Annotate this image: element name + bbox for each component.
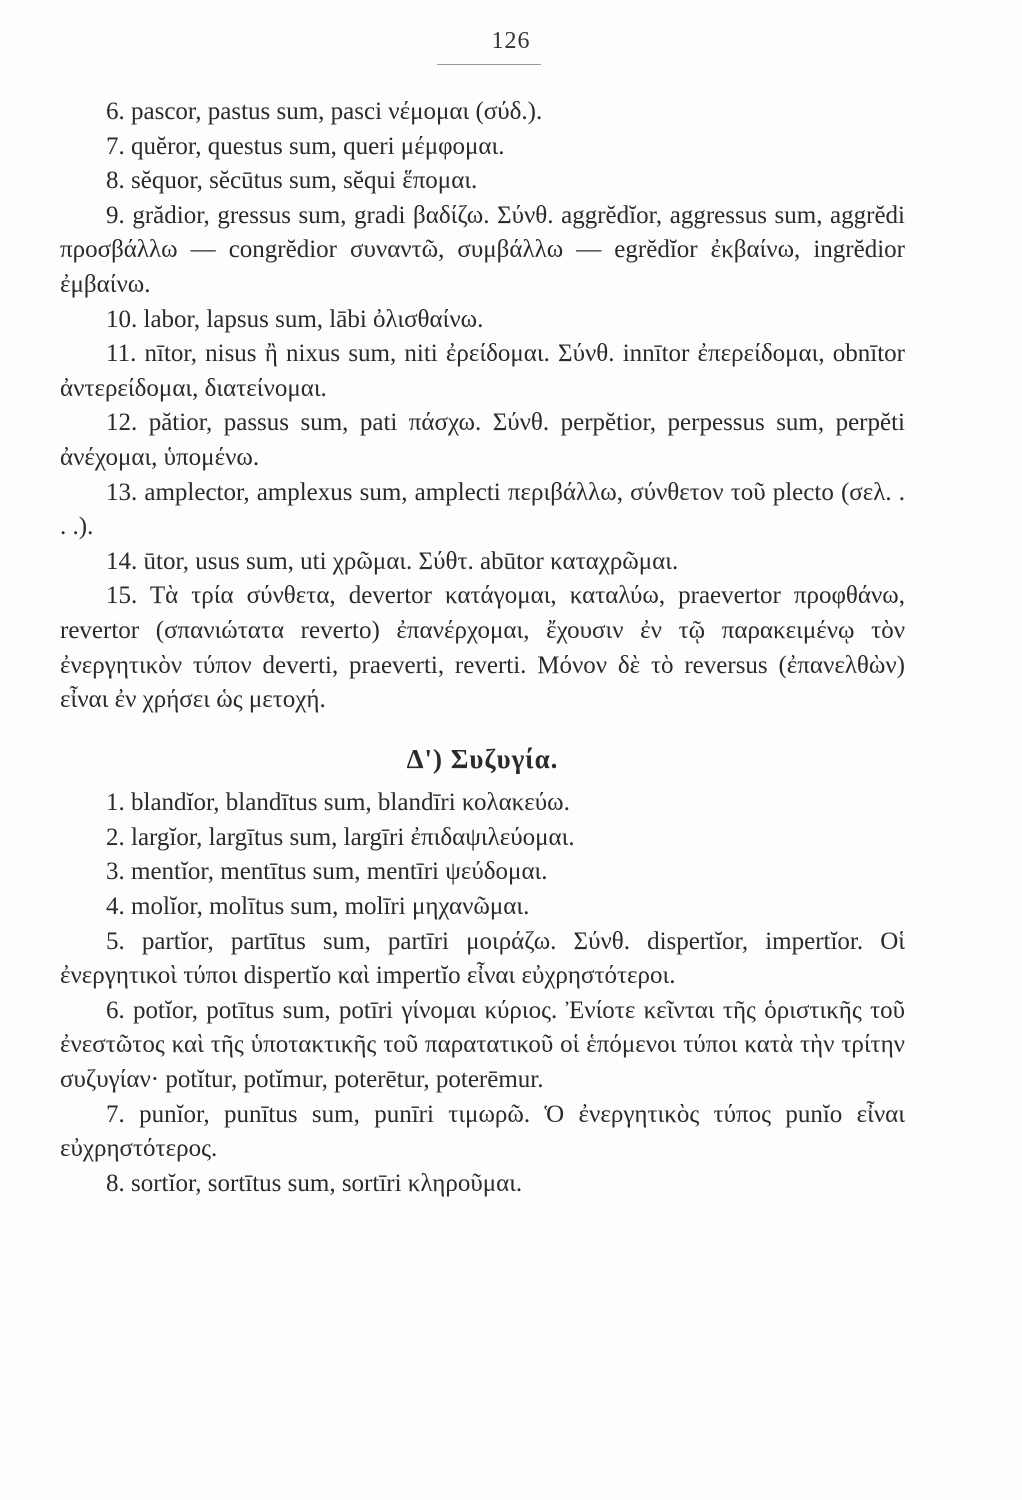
paragraph: 7. punĭor, punītus sum, punīri τιμωρῶ. Ὁ ἐνεργητικὸς τύπος punĭo εἶναι εὐχρηστότερος. — [60, 1100, 905, 1163]
paragraph: 5. partĭor, partītus sum, partīri μοιράζω. Σύνθ. dispertĭor, impertĭor. Οἱ ἐνεργητικοὶ τύποι dispertĭo καὶ impertĭo εἶναι εὐχρηστότεροι. — [60, 927, 905, 990]
paragraph: 12. pătior, passus sum, pati πάσχω. Σύνθ. perpĕtior, perpessus sum, perpĕti ἀνέχομαι, ὑπομένω. — [60, 409, 905, 471]
section-heading: Δ') Συζυγία. — [406, 743, 559, 774]
paragraph: 10. labor, lapsus sum, lābi ὀλισθαίνω. — [106, 305, 484, 333]
paragraph: 15. Τὰ τρία σύνθετα, devertor κατάγομαι, καταλύω, praevertor προφθάνω, revertor (σπανιώτατα reverto) ἐπανέρχομαι, ἔχουσιν ἐν τῷ παρακειμένῳ τὸν ἐνεργητικὸν τύπον deverti, praeverti, reverti. Μόνον δὲ τὸ reversus (ἐπανελθὼν) εἶναι ἐν χρήσει ὡς μετοχή. — [60, 582, 905, 714]
paragraph: 7. quĕror, questus sum, queri μέμφομαι. — [106, 132, 505, 160]
paragraph: 1. blandĭor, blandītus sum, blandīri κολακεύω. — [106, 789, 570, 817]
header-rule — [437, 64, 541, 65]
page-number: 126 — [491, 28, 531, 54]
page-body — [60, 95, 905, 1201]
paragraph: 9. grădior, gressus sum, gradi βαδίζω. Σύνθ. aggrĕdĭor, aggressus sum, aggrĕdi προσβάλλω — congrĕdior συναντῶ, συμβάλλω — egrĕdĭor ἐκβαίνω, ingrĕdior ἐμβαίνω. — [60, 201, 905, 298]
paragraph: 2. largĭor, largītus sum, largīri ἐπιδαψιλεύομαι. — [106, 823, 575, 851]
paragraph: 14. ūtor, usus sum, uti χρῶμαι. Σύθτ. abūtor καταχρῶμαι. — [106, 547, 679, 575]
paragraph: 6. potĭor, potītus sum, potīri γίνομαι κύριος. Ἐνίοτε κεῖνται τῆς ὁριστικῆς τοῦ ἐνεστῶτος καὶ τῆς ὑποτακτικῆς τοῦ παρατατικοῦ οἱ ἑπόμενοι τύποι κατὰ τὴν τρίτην συζυγίαν· potĭtur, potĭmur, poterētur, poterēmur. — [60, 996, 905, 1094]
paragraph: 3. mentĭor, mentītus sum, mentīri ψεύδομαι. — [106, 858, 548, 886]
paragraph: 13. amplector, amplexus sum, amplecti περιβάλλω, σύνθετον τοῦ plecto (σελ. . . .). — [60, 478, 905, 541]
paragraph: 4. molĭor, molītus sum, molīri μηχανῶμαι. — [106, 893, 530, 921]
paragraph: 8. sĕquor, sĕcūtus sum, sĕqui ἕπομαι. — [106, 167, 478, 195]
paragraph: 8. sortĭor, sortītus sum, sortīri κληροῦμαι. — [106, 1169, 523, 1197]
paragraph: 6. pascor, pastus sum, pasci νέμομαι (σύδ.). — [106, 98, 543, 125]
paragraph: 11. nītor, nisus ἢ nixus sum, niti ἐρείδομαι. Σύνθ. innītor ἐπερείδομαι, obnītor ἀντερείδομαι, διατείνομαι. — [60, 340, 905, 402]
